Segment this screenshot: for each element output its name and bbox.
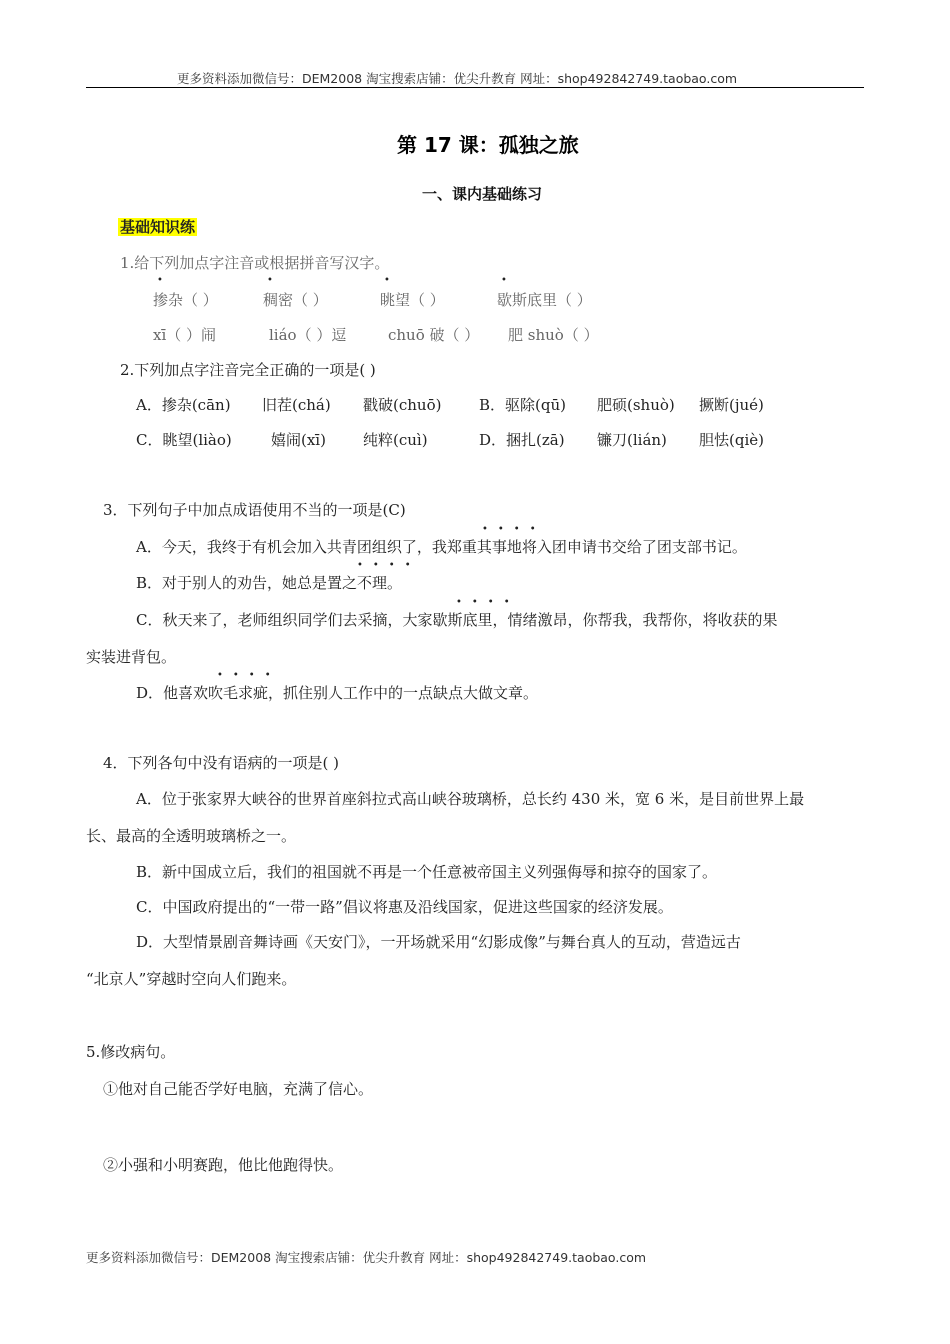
q3-option-c: C．秋天来了，老师组织同学们去采摘，大家歇斯底里，情绪激昂，你帮我，我帮你，将收获的果 [136, 611, 778, 629]
q3-dots: •••• [482, 524, 546, 535]
q3-stem: 3．下列句子中加点成语使用不当的一项是(C) [103, 501, 406, 519]
q3-dots: •••• [456, 597, 520, 608]
q2-option: C．眺望(liào) [136, 431, 232, 449]
q2-option: 嬉闹(xī) [271, 431, 326, 449]
q1-item: 肥 shuò（ ） [508, 326, 599, 344]
q3-option-b: B．对于别人的劝告，她总是置之不理。 [136, 574, 403, 592]
highlight-text: 基础知识练 [120, 218, 196, 236]
q1-stem: 1.给下列加点字注音或根据拼音写汉字。 [120, 254, 390, 272]
q2-option: 纯粹(cuì) [363, 431, 428, 449]
q3-option-a: A．今天，我终于有机会加入共青团组织了，我郑重其事地将入团申请书交给了团支部书记。 [136, 538, 747, 556]
q1-item: liáo（ ）逗 [269, 326, 347, 344]
q4-option-a: A．位于张家界大峡谷的世界首座斜拉式高山峡谷玻璃桥，总长约 430 米，宽 6 米，是目前世界上最 [136, 790, 805, 808]
q2-option: 肥硕(shuò) [597, 396, 675, 414]
q4-option-a-cont: 长、最高的全透明玻璃桥之一。 [86, 827, 297, 845]
section-heading: 一、课内基础练习 [422, 185, 543, 203]
q2-option: 胆怯(qiè) [699, 431, 764, 449]
q1-item: 稠密（ ） [263, 291, 328, 309]
q3-dots: •••• [217, 670, 281, 681]
q3-dots: •••• [357, 560, 421, 571]
q5-sentence-1: ①他对自己能否学好电脑，充满了信心。 [103, 1080, 374, 1098]
q2-option: B．驱除(qū) [479, 396, 566, 414]
q1-item: 歇斯底里（ ） [497, 291, 592, 309]
page-title: 第 17 课：孤独之旅 [397, 133, 579, 157]
q1-item: 眺望（ ） [380, 291, 445, 309]
q4-option-b: B．新中国成立后，我们的祖国就不再是一个任意被帝国主义列强侮辱和掠夺的国家了。 [136, 863, 718, 881]
q5-stem: 5.修改病句。 [86, 1043, 176, 1061]
q3-option-d: D．他喜欢吹毛求疵，抓住别人工作中的一点缺点大做文章。 [136, 684, 539, 702]
q2-stem: 2.下列加点字注音完全正确的一项是( ) [120, 361, 376, 379]
q1-item: 掺杂（ ） [153, 291, 218, 309]
q2-option: D．捆扎(zā) [479, 431, 565, 449]
q1-dots: • [384, 275, 390, 286]
q2-option: 镰刀(lián) [597, 431, 667, 449]
q4-option-c: C．中国政府提出的“一带一路”倡议将惠及沿线国家，促进这些国家的经济发展。 [136, 898, 673, 916]
q2-option: 旧茬(chá) [262, 396, 331, 414]
q2-option: A．掺杂(cān) [136, 396, 231, 414]
q5-sentence-2: ②小强和小明赛跑，他比他跑得快。 [103, 1156, 344, 1174]
q2-option: 撅断(jué) [699, 396, 764, 414]
q1-item: chuō 破（ ） [388, 326, 480, 344]
q1-dots: • [501, 275, 507, 286]
q1-dots: • [267, 275, 273, 286]
page-footer: 更多资料添加微信号：DEM2008 淘宝搜索店铺：优尖升教育 网址：shop492842749.taobao.com [86, 1250, 647, 1265]
q1-dots: • [157, 275, 163, 286]
q4-option-d: D．大型情景剧音舞诗画《天安门》，一开场就采用“幻影成像”与舞台真人的互动，营造远古 [136, 933, 741, 951]
page-header: 更多资料添加微信号：DEM2008 淘宝搜索店铺：优尖升教育 网址：shop492842749.taobao.com [177, 71, 738, 86]
header-rule [86, 87, 864, 88]
q4-option-d-cont: “北京人”穿越时空向人们跑来。 [86, 970, 297, 988]
q2-option: 戳破(chuō) [363, 396, 442, 414]
q4-stem: 4．下列各句中没有语病的一项是( ) [103, 754, 340, 772]
highlight-label [118, 216, 197, 237]
q3-option-c-cont: 实装进背包。 [86, 648, 177, 666]
q1-item: xī（ ）闹 [153, 326, 217, 344]
